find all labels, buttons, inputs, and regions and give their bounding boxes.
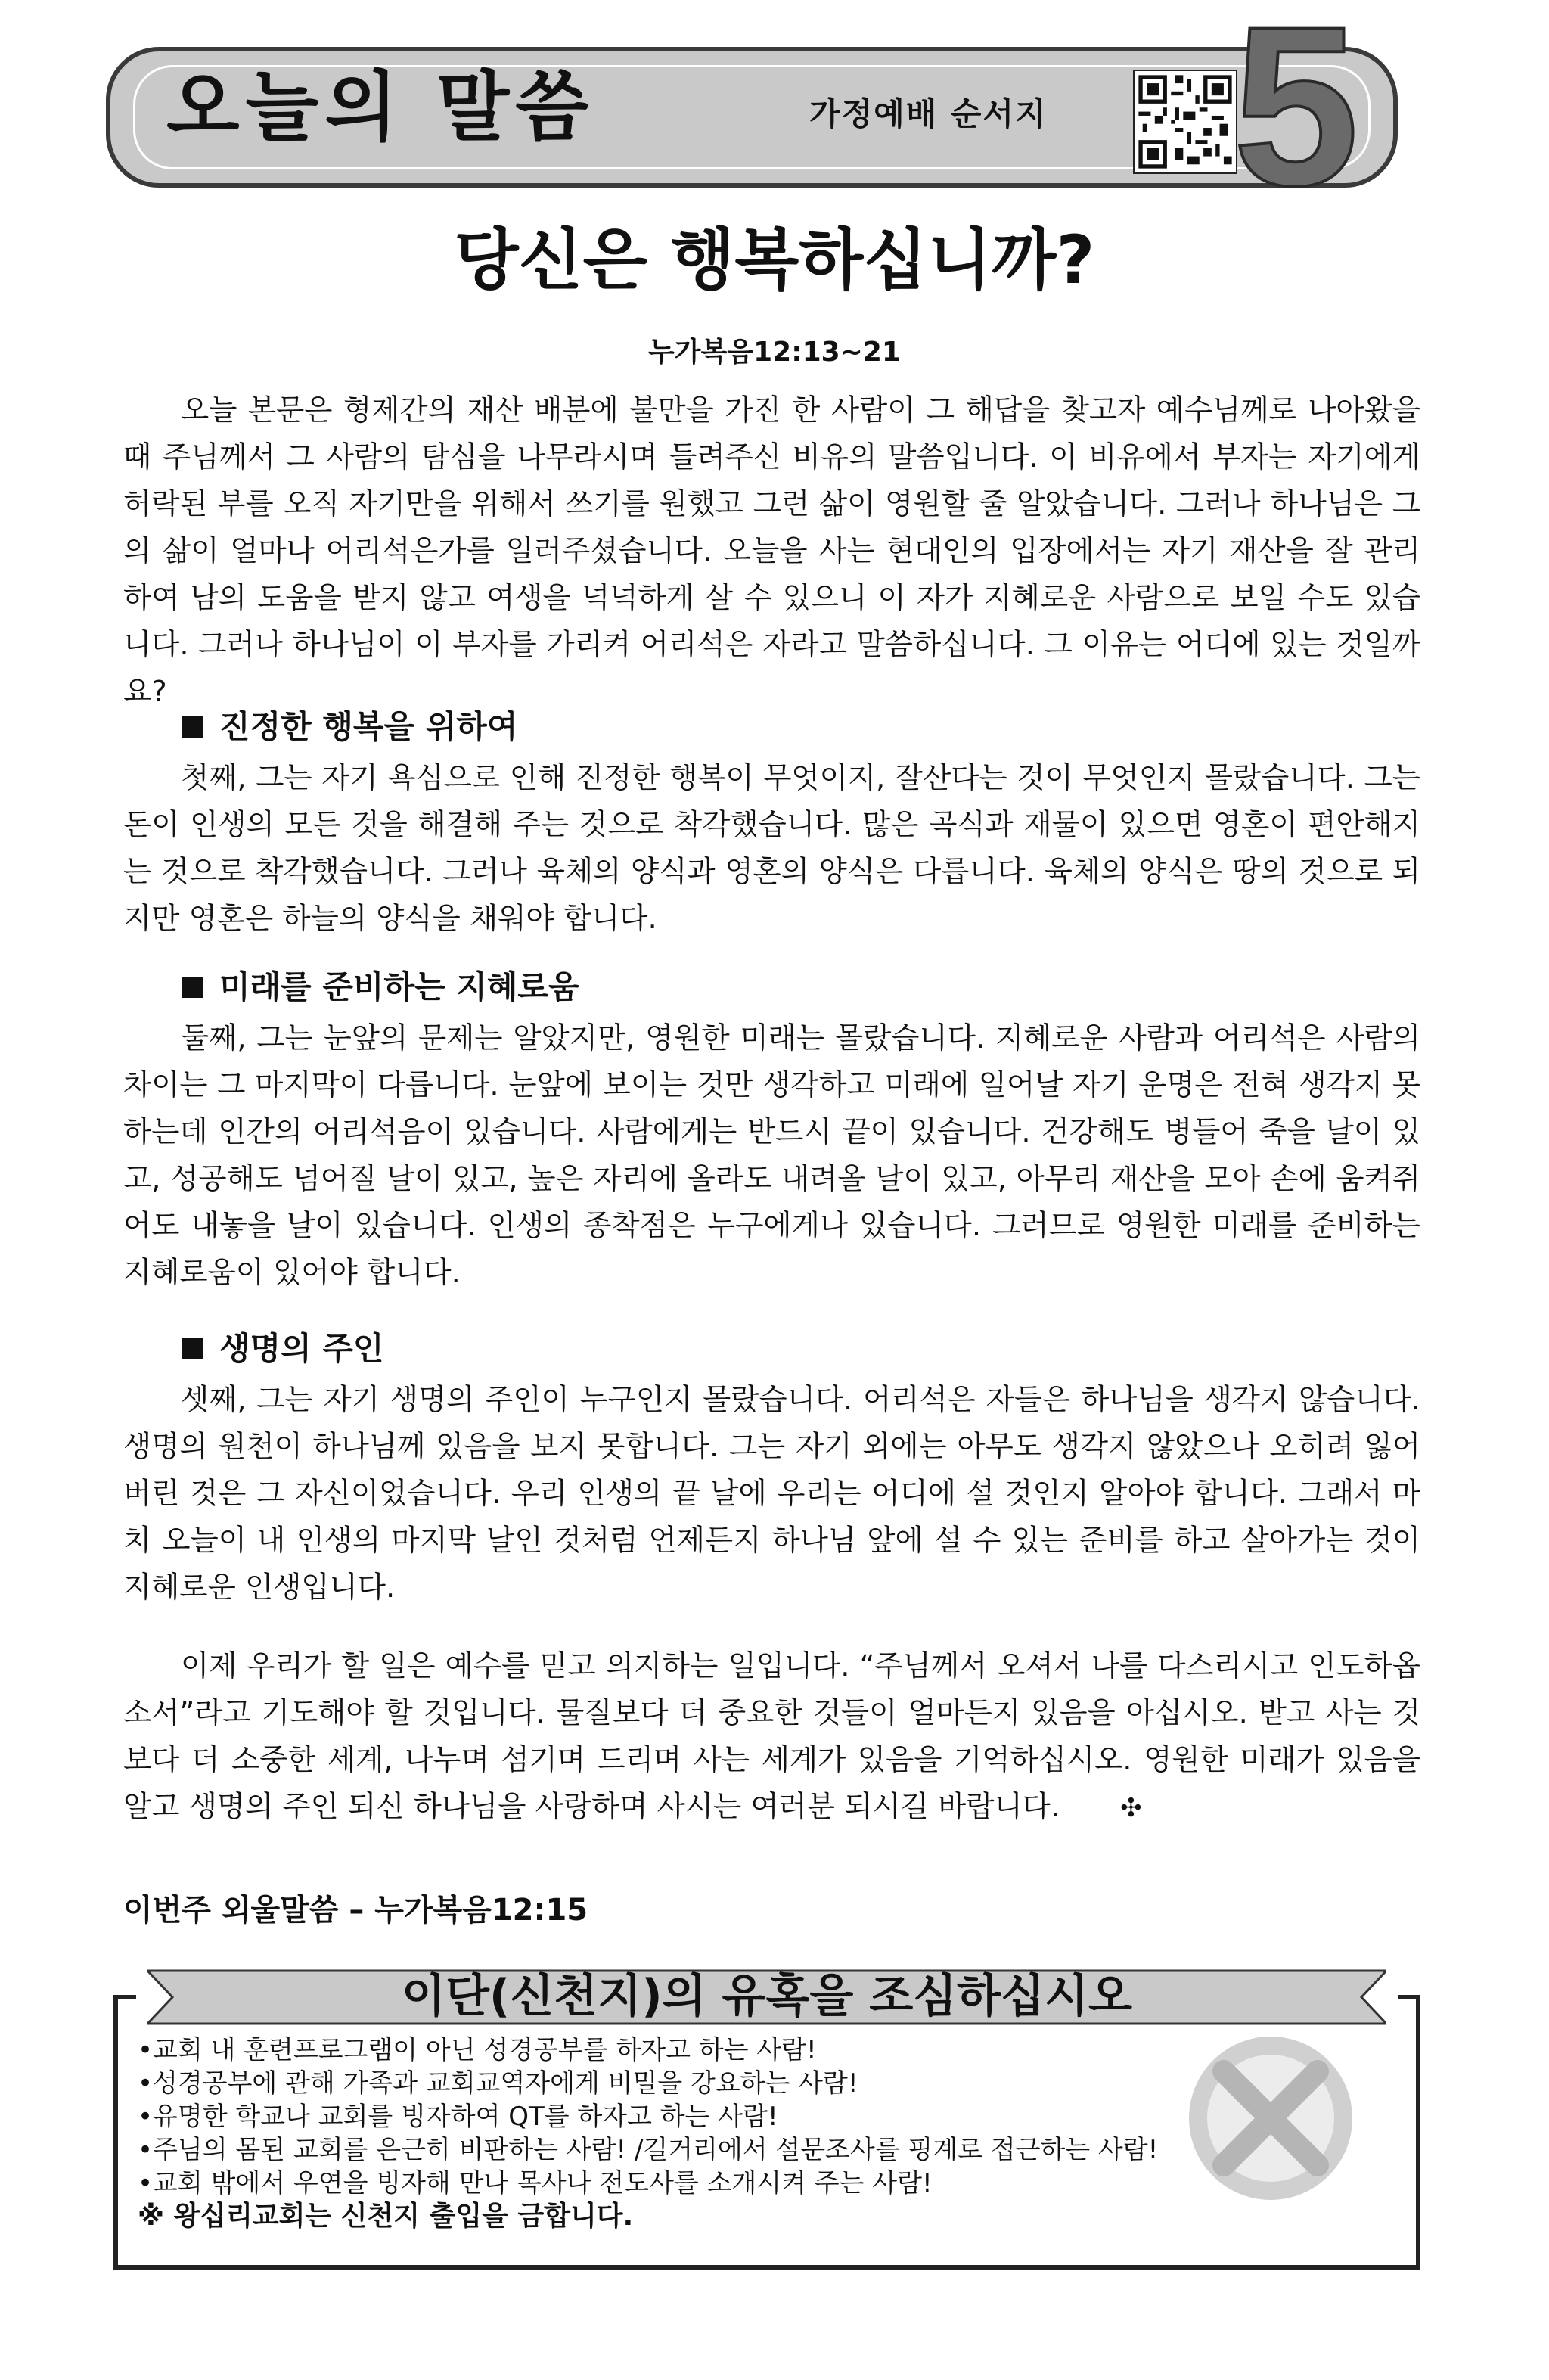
warning-list: [138, 2034, 1393, 2200]
section-heading-3: [182, 1330, 384, 1367]
section-heading-text: 미래를 준비하는 지혜로움: [219, 968, 579, 1005]
section-heading-2: [182, 968, 579, 1005]
section-paragraph: 첫째, 그는 자기 욕심으로 인해 진정한 행복이 무엇이지, 잘산다는 것이 무엇인지 몰랐습니다. 그는 돈이 인생의 모든 것을 해결해 주는 것으로 착각했습니다. 많은 곡식과 재물이 있으면 영혼이 편안해지는 것으로 착각했습니다. 그러나 육체의 양식과 영혼의 양식은 다릅니다. 육체의 양식은 땅의 것으로 되지만 영혼은 하늘의 양식을 채워야 합니다.: [123, 761, 1420, 936]
section-heading-text: 생명의 주인: [219, 1330, 384, 1367]
issue-number: 5: [1233, 0, 1359, 233]
top-edge-left: [113, 1995, 136, 1999]
sermon-intro: [123, 387, 1420, 716]
qr-code-icon[interactable]: [1133, 70, 1237, 174]
section-paragraph: 셋째, 그는 자기 생명의 주인이 누구인지 몰랐습니다. 어리석은 자들은 하나님을 생각지 않습니다. 생명의 원천이 하나님께 있음을 보지 못합니다. 그는 자기 외에는 아무도 생각지 않았으나 오히려 잃어버린 것은 그 자신이었습니다. 우리 인생의 끝 날에 우리는 어디에 설 것인지 알아야 합니다. 그래서 마치 오늘이 내 인생의 마지막 날인 것처럼 언제든지 하나님 앞에 설 수 있는 준비를 하고 살아가는 것이 지혜로운 인생입니다.: [123, 1383, 1420, 1605]
scripture-reference: 누가복음12:13~21: [648, 337, 901, 368]
warning-note: ※ 왕십리교회는 신천지 출입을 금합니다.: [138, 2201, 634, 2232]
end-mark-icon: ✣: [1120, 1793, 1142, 1823]
header-subtitle: 가정예배 순서지: [809, 95, 1048, 132]
warning-item: •교회 내 훈련프로그램이 아닌 성경공부를 하자고 하는 사람!: [138, 2035, 817, 2065]
sermon-title: 당신은 행복하십니까?: [454, 221, 1095, 299]
warning-title: 이단(신천지)의 유혹을 조심하십시오: [401, 1970, 1133, 2023]
warning-item: •주님의 몸된 교회를 은근히 비판하는 사람! /길거리에서 설문조사를 핑계로 접근하는 사람!: [138, 2135, 1159, 2165]
section-heading-1: [182, 708, 518, 745]
square-bullet-icon: [182, 977, 203, 998]
conclusion-paragraph: [123, 1643, 1420, 1832]
sermon-conclusion: [123, 1643, 1420, 1832]
top-edge-right: [1398, 1995, 1420, 1999]
weekly-memory-verse: 이번주 외울말씀 – 누가복음12:15: [123, 1893, 588, 1928]
warning-item: •교회 밖에서 우연을 빙자해 만나 목사나 전도사를 소개시켜 주는 사람!: [138, 2168, 933, 2198]
section-heading-text: 진정한 행복을 위하여: [219, 708, 518, 745]
intro-paragraph: 오늘 본문은 형제간의 재산 배분에 불만을 가진 한 사람이 그 해답을 찾고자 예수님께로 나아왔을 때 주님께서 그 사람의 탐심을 나무라시며 들려주신 비유의 말씀입니다. 이 비유에서 부자는 자기에게 허락된 부를 오직 자기만을 위해서 쓰기를 원했고 그런 삶이 영원할 줄 알았습니다. 그러나 하나님은 그의 삶이 얼마나 어리석은가를 일러주셨습니다. 오늘을 사는 현대인의 입장에서는 자기 재산을 잘 관리하여 남의 도움을 받지 않고 여생을 넉넉하게 살 수 있으니 이 자가 지혜로운 사람으로 보일 수도 있습니다. 그러나 하나님이 이 부자를 가리켜 어리석은 자라고 말씀하십니다. 그 이유는 어디에 있는 것일까요?: [123, 393, 1420, 709]
square-bullet-icon: [182, 716, 203, 738]
section-1-body: [123, 755, 1420, 943]
square-bullet-icon: [182, 1338, 203, 1359]
section-2-body: [123, 1015, 1420, 1297]
qr-code-graphic: [1135, 71, 1236, 172]
section-paragraph: 둘째, 그는 눈앞의 문제는 알았지만, 영원한 미래는 몰랐습니다. 지혜로운 사람과 어리석은 사람의 차이는 그 마지막이 다릅니다. 눈앞에 보이는 것만 생각하고 미래에 일어날 자기 운명은 전혀 생각지 못하는데 인간의 어리석음이 있습니다. 사람에게는 반드시 끝이 있습니다. 건강해도 병들어 죽을 날이 있고, 성공해도 넘어질 날이 있고, 높은 자리에 올라도 내려올 날이 있고, 아무리 재산을 모아 손에 움켜쥐어도 내놓을 날이 있습니다. 인생의 종착점은 누구에게나 있습니다. 그러므로 영원한 미래를 준비하는 지혜로움이 있어야 합니다.: [123, 1021, 1420, 1290]
header-title: 오늘의 말씀: [166, 63, 594, 151]
conclusion-text: 이제 우리가 할 일은 예수를 믿고 의지하는 일입니다. “주님께서 오셔서 나를 다스리시고 인도하옵소서”라고 기도해야 할 것입니다. 물질보다 더 중요한 것들이 얼마든지 있음을 아십시오. 받고 사는 것보다 더 소중한 세계, 나누며 섬기며 드리며 사는 세계가 있음을 기억하십시오. 영원한 미래가 있음을 알고 생명의 주인 되신 하나님을 사랑하며 사시는 여러분 되시길 바랍니다.: [123, 1649, 1420, 1824]
warning-item: •성경공부에 관해 가족과 교회교역자에게 비밀을 강요하는 사람!: [138, 2068, 858, 2099]
warning-item: •유명한 학교나 교회를 빙자하여 QT를 하자고 하는 사람!: [138, 2102, 778, 2132]
warning-header: [147, 1963, 1386, 2031]
section-3-body: [123, 1377, 1420, 1611]
